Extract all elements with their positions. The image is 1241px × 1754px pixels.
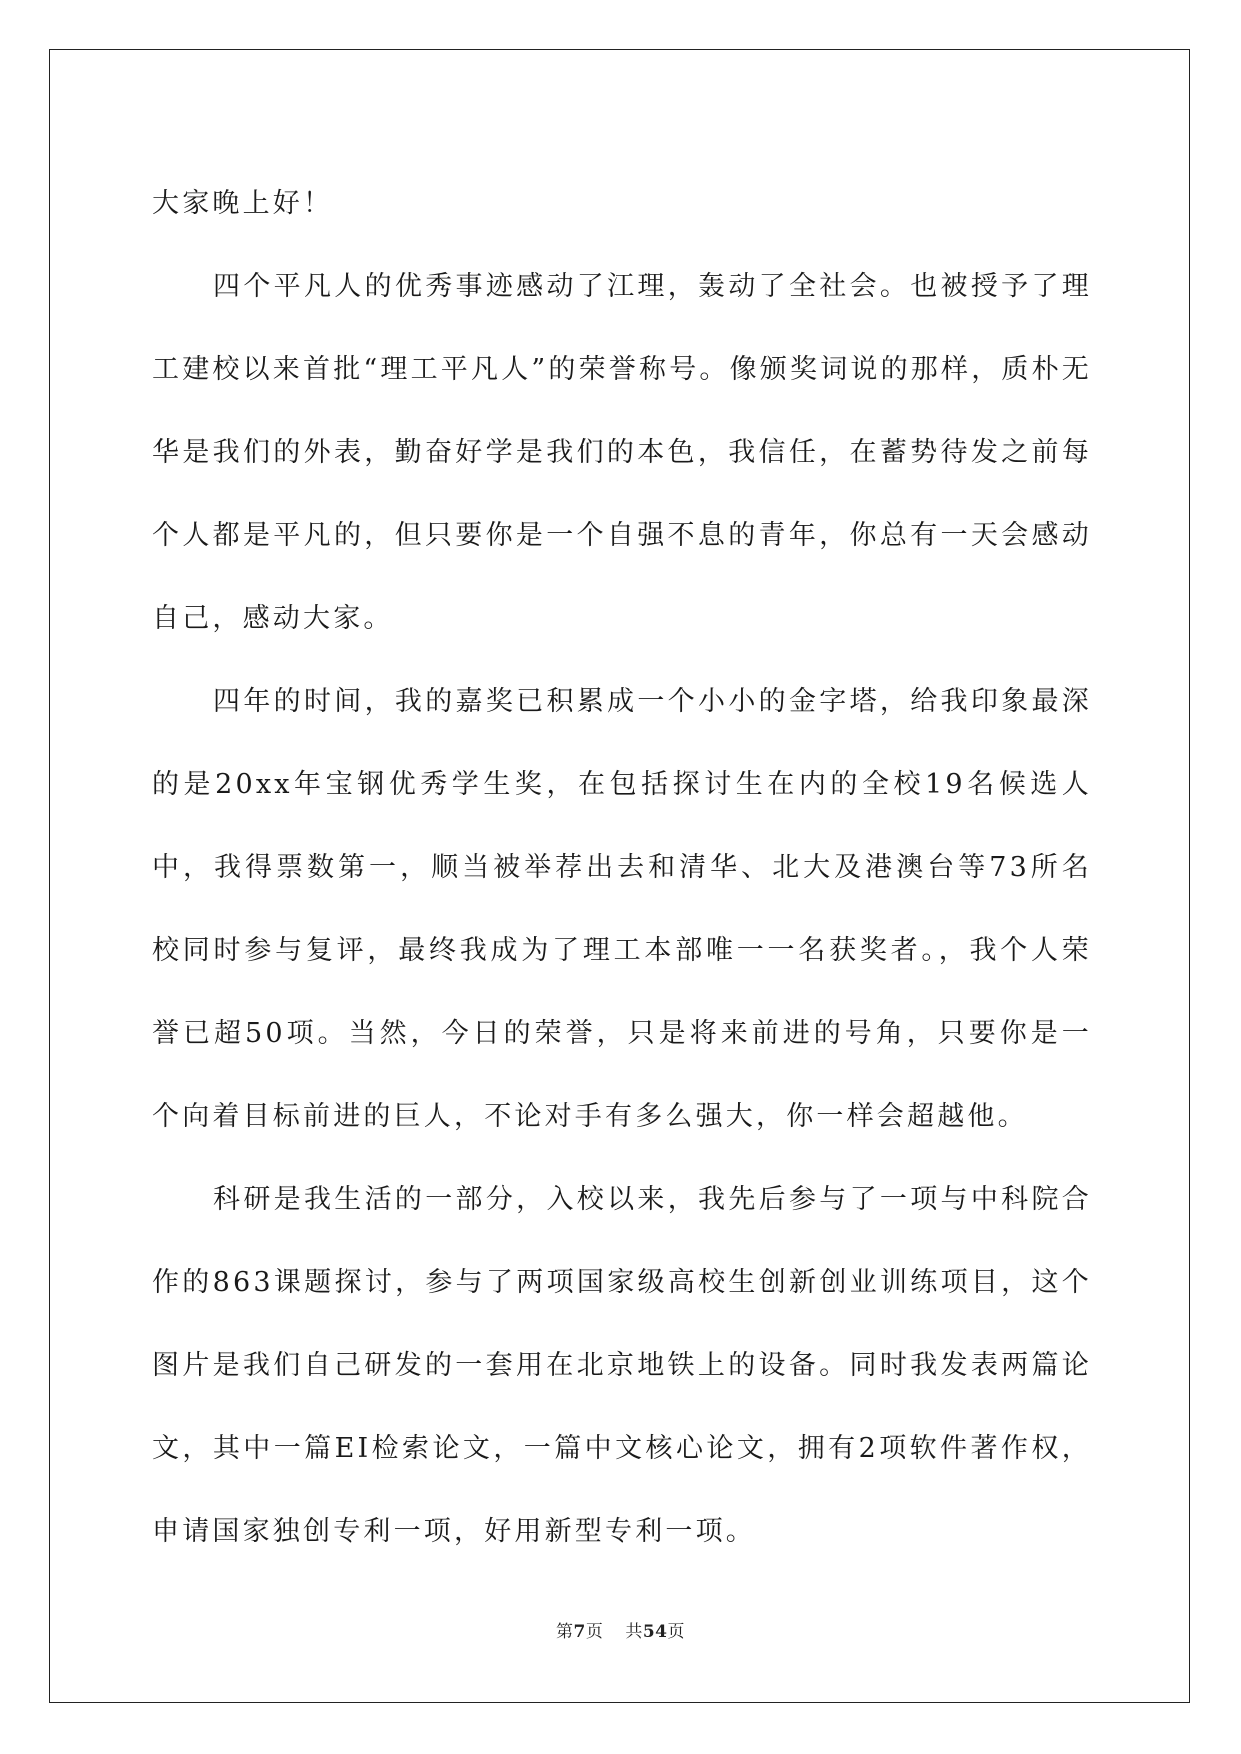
page-number: 7 <box>573 1622 586 1642</box>
greeting-line: 大家晚上好！ <box>152 188 334 219</box>
total-pages: 54 <box>642 1622 668 1642</box>
page-prefix: 第 <box>555 1622 574 1642</box>
total-suffix: 页 <box>667 1622 685 1642</box>
paragraph-awards: 四年的时间，我的嘉奖已积累成一个小小的金字塔，给我印象最深的是20xx年宝钢优秀学生奖，在包括探讨生在内的全校19名候选人中，我得票数第一，顺当被举荐出去和清华、北大及港澳台等73所名校同时参与复评，最终我成为了理工本部唯一一名获奖者。，我个人荣誉已超50项。当然，今日的荣誉，只是将来前进的号角，只要你是一个向着目标前进的巨人，不论对手有多么强大，你一样会超越他。 <box>152 686 1092 1132</box>
page-suffix: 页 <box>585 1622 604 1642</box>
total-prefix: 共 <box>625 1622 643 1642</box>
document-body <box>152 162 1092 1573</box>
paragraph-outstanding-deeds: 四个平凡人的优秀事迹感动了江理，轰动了全社会。也被授予了理工建校以来首批“理工平凡人”的荣誉称号。像颁奖词说的那样，质朴无华是我们的外表，勤奋好学是我们的本色，我信任，在蓄势待发之前每个人都是平凡的，但只要你是一个自强不息的青年，你总有一天会感动自己，感动大家。 <box>152 271 1093 634</box>
paragraph-research: 科研是我生活的一部分，入校以来，我先后参与了一项与中科院合作的863课题探讨，参与了两项国家级高校生创新创业训练项目，这个图片是我们自己研发的一套用在北京地铁上的设备。同时我发表两篇论文，其中一篇EI检索论文，一篇中文核心论文，拥有2项软件著作权，申请国家独创专利一项，好用新型专利一项。 <box>152 1184 1092 1547</box>
page-footer <box>0 1617 1241 1642</box>
